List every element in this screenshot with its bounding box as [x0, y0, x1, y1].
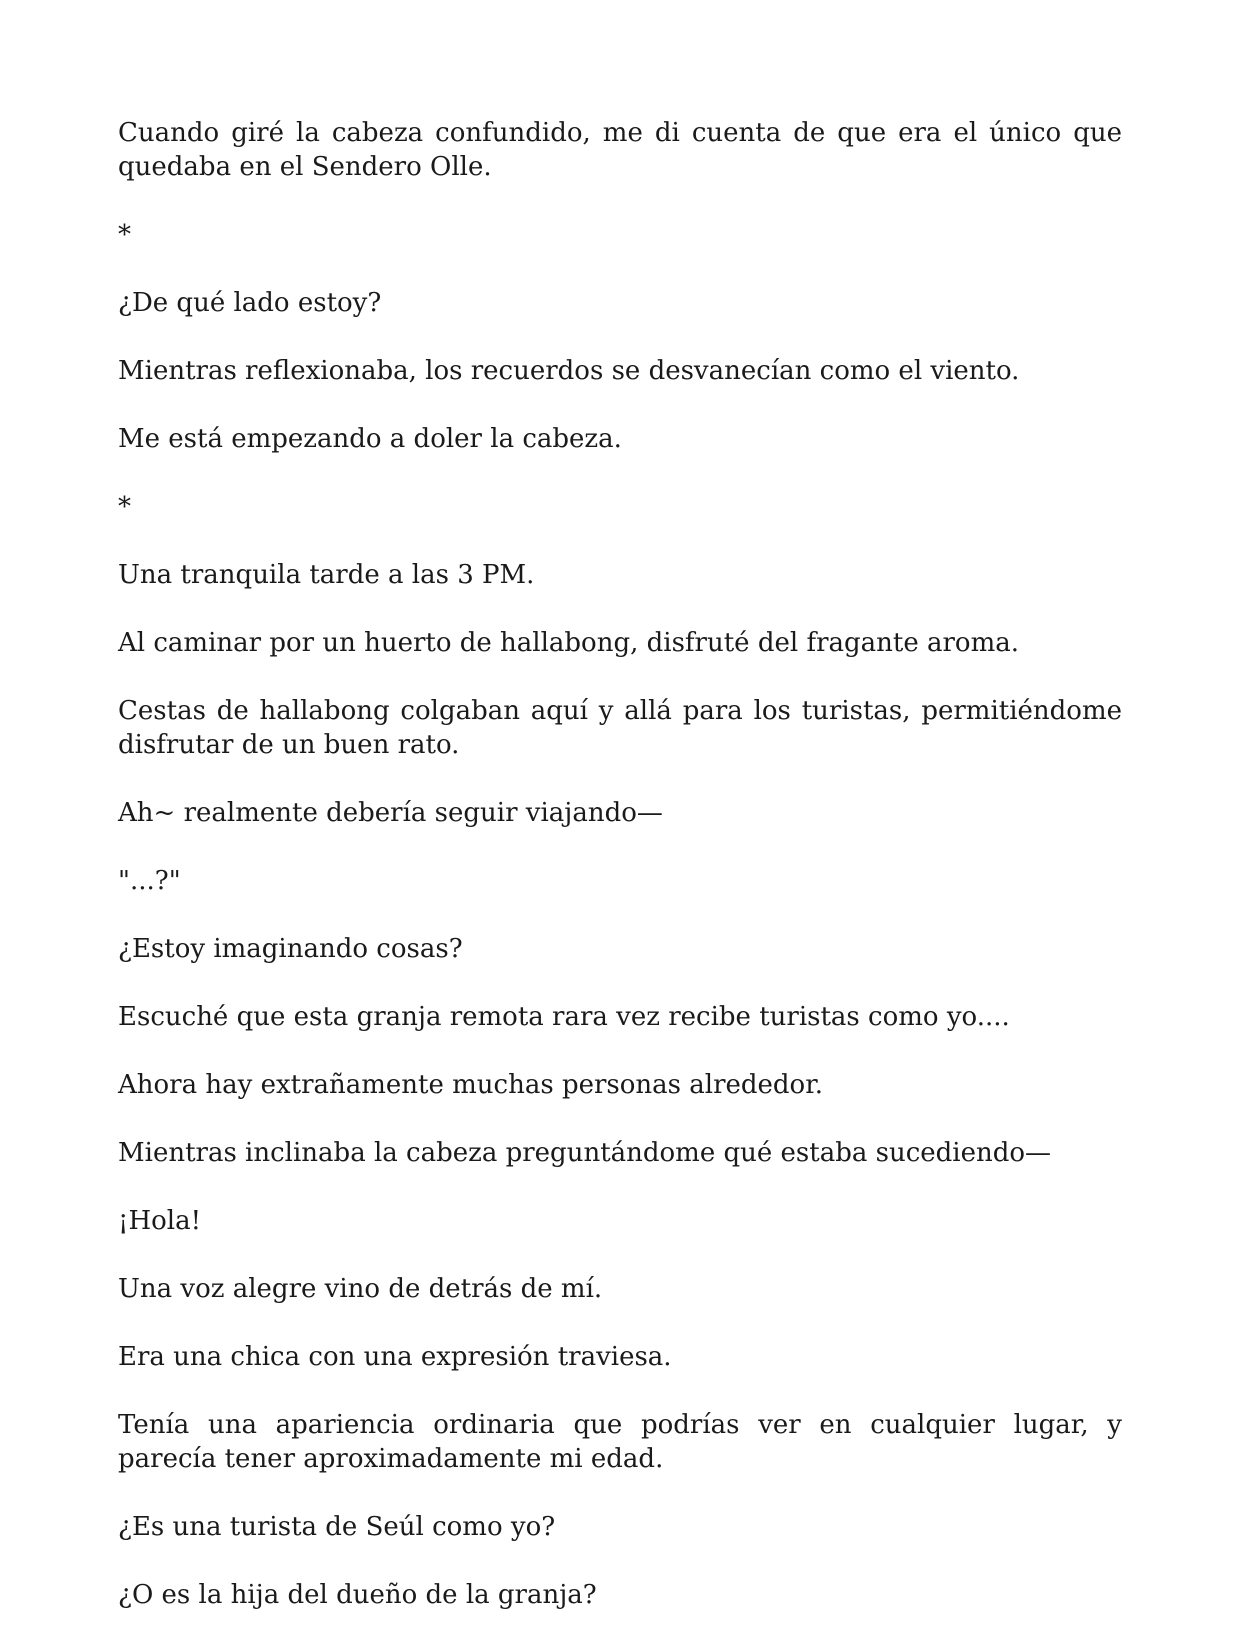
paragraph: "...?": [118, 866, 181, 896]
paragraph: Cestas de hallabong colgaban aquí y allá para los turistas, permitiéndome disfrutar de un buen rato.: [118, 696, 1122, 760]
paragraph: Me está empezando a doler la cabeza.: [118, 424, 622, 454]
section-separator: *: [118, 220, 131, 250]
paragraph: Ahora hay extrañamente muchas personas alrededor.: [118, 1070, 824, 1100]
paragraph: Tenía una apariencia ordinaria que podrías ver en cualquier lugar, y parecía tener aproximadamente mi edad.: [118, 1410, 1122, 1474]
paragraph: Mientras inclinaba la cabeza preguntándome qué estaba sucediendo—: [118, 1138, 1052, 1168]
paragraph: ¿Estoy imaginando cosas?: [118, 934, 463, 964]
paragraph: Una voz alegre vino de detrás de mí.: [118, 1274, 603, 1304]
paragraph: Era una chica con una expresión traviesa.: [118, 1342, 672, 1372]
paragraph: ¿De qué lado estoy?: [118, 288, 382, 318]
paragraph: ¿Es una turista de Seúl como yo?: [118, 1512, 556, 1542]
paragraph: Al caminar por un huerto de hallabong, disfruté del fragante aroma.: [118, 628, 1019, 658]
paragraph: Una tranquila tarde a las 3 PM.: [118, 560, 535, 590]
paragraph: Mientras reflexionaba, los recuerdos se desvanecían como el viento.: [118, 356, 1020, 386]
paragraph: Cuando giré la cabeza confundido, me di cuenta de que era el único que quedaba en el Sendero Olle.: [118, 118, 1122, 182]
paragraph: Escuché que esta granja remota rara vez recibe turistas como yo....: [118, 1002, 1010, 1032]
paragraph: Ah~ realmente debería seguir viajando—: [118, 798, 663, 828]
paragraph: ¡Hola!: [118, 1206, 202, 1236]
section-separator: *: [118, 492, 131, 522]
body-text: [118, 116, 1122, 1646]
paragraph: ¿O es la hija del dueño de la granja?: [118, 1580, 597, 1610]
